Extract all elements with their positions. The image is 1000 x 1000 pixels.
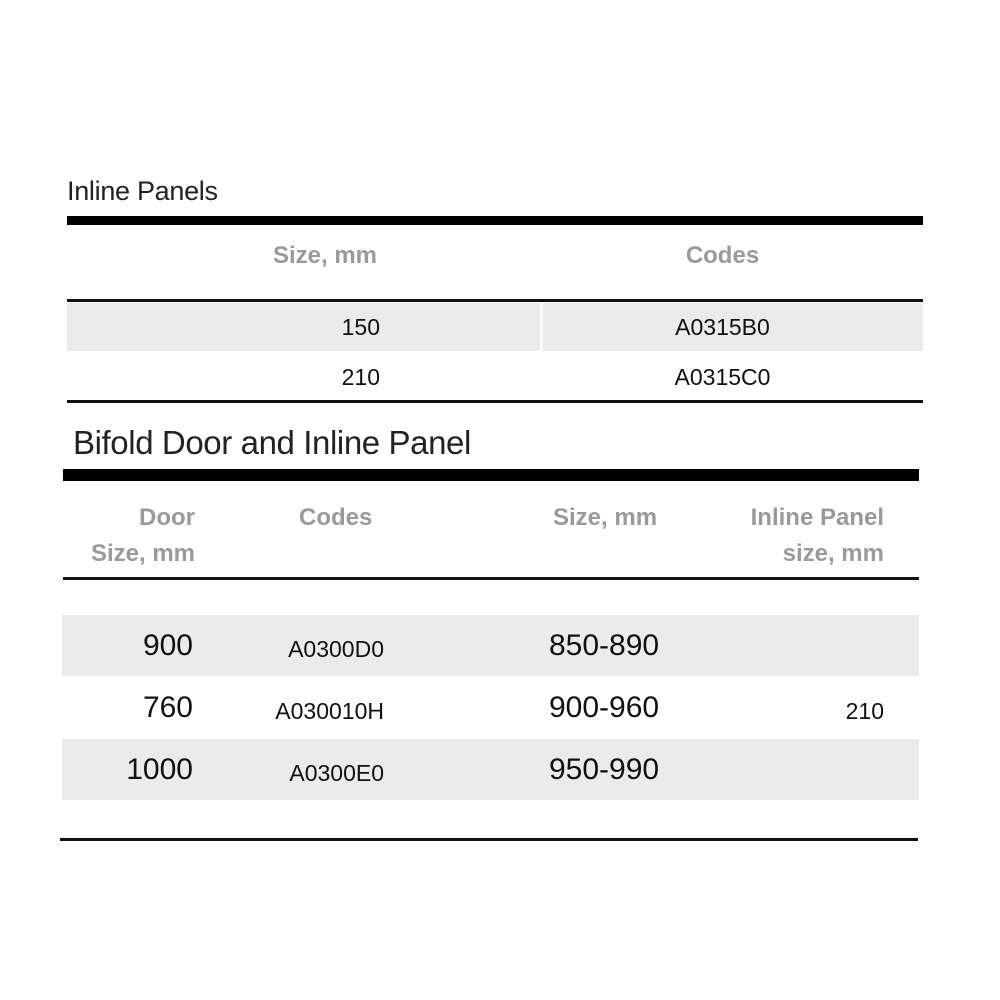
inline-panels-title: Inline Panels	[67, 176, 218, 206]
inline-panels-row-1-size: 150	[341, 314, 380, 340]
bifold-inline-panel-size: 210	[845, 698, 884, 724]
bifold-row-2-size: 900-960	[549, 691, 660, 724]
bifold-header-door-line1: Door	[139, 504, 195, 531]
bifold-header-panel-line2: size, mm	[782, 540, 884, 567]
bifold-header-size: Size, mm	[553, 504, 658, 531]
bifold-row-3-door: 1000	[126, 753, 193, 786]
bifold-row-1-size: 850-890	[549, 629, 660, 662]
inline-panels-row-2-code: A0315C0	[674, 364, 771, 390]
bifold-header-door-line2: Size, mm	[90, 540, 195, 567]
bifold-row-2-code: A030010H	[275, 698, 384, 724]
bifold-title: Bifold Door and Inline Panel	[73, 424, 471, 461]
bifold-row-1-door: 900	[142, 629, 193, 662]
bifold-header-rule	[63, 577, 919, 580]
inline-panels-header-rule	[67, 299, 923, 302]
bifold-header-codes: Codes	[299, 504, 373, 531]
bifold-row-3-size: 950-990	[549, 753, 660, 786]
bifold-row-1-code: A0300D0	[288, 636, 384, 662]
bifold-header-panel-line1: Inline Panel	[750, 504, 884, 531]
inline-panels-row-1-code: A0315B0	[675, 314, 770, 340]
bifold-row-2-door: 760	[142, 691, 193, 724]
bifold-top-rule	[63, 469, 919, 481]
inline-panels-header-size: Size, mm	[272, 242, 378, 269]
inline-panels-row-2-size: 210	[341, 364, 380, 390]
bifold-bottom-rule	[60, 838, 918, 841]
inline-panels-row-1-divider	[540, 303, 543, 351]
inline-panels-bottom-rule	[67, 400, 923, 403]
bifold-row-3-code: A0300E0	[289, 760, 384, 786]
inline-panels-header-codes: Codes	[685, 242, 760, 269]
inline-panels-top-rule	[67, 216, 923, 225]
